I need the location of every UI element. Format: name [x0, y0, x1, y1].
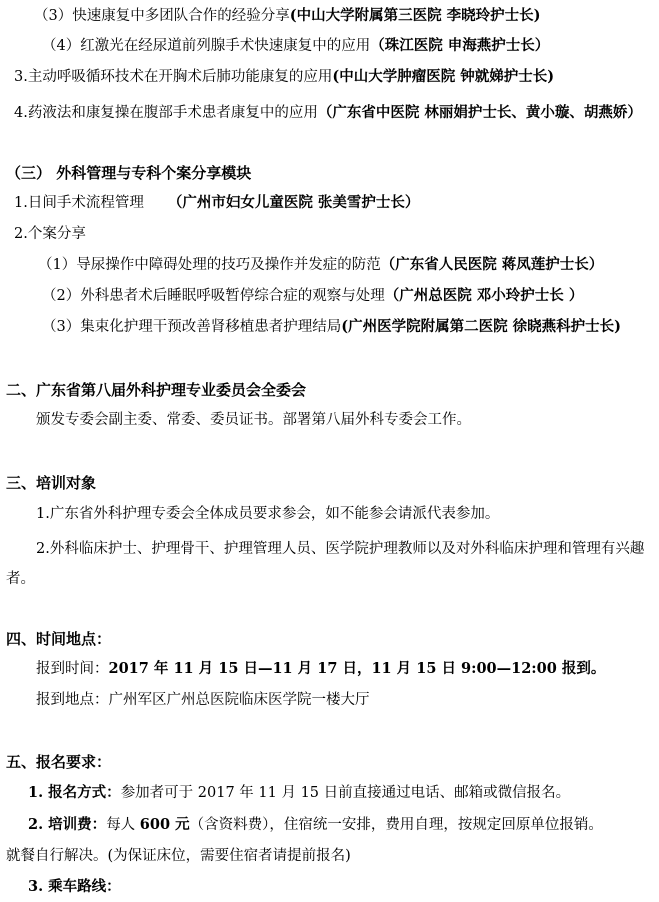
- section-heading: （三） 外科管理与专科个案分享模块: [6, 164, 252, 182]
- list-item: （2）外科患者术后睡眠呼吸暂停综合症的观察与处理（广州总医院 邓小玲护士长 ）: [42, 287, 584, 304]
- report-time: 报到时间：2017 年 11 月 15 日—11 月 17 日，11 月 15 日 9:00—12:00 报到。: [36, 660, 606, 677]
- list-item: 1.日间手术流程管理 （广州市妇女儿童医院 张美雪护士长）: [14, 194, 420, 211]
- list-item: 2.个案分享: [14, 226, 86, 242]
- list-item: （3）集束化护理干预改善肾移植患者护理结局(广州医学院附属第二医院 徐晓燕科护士长): [42, 318, 622, 335]
- paragraph: 1.广东省外科护理专委会全体成员要求参会，如不能参会请派代表参加。: [36, 506, 500, 522]
- section-heading: 五、报名要求：: [6, 753, 112, 771]
- section-heading: 三、培训对象: [6, 474, 97, 492]
- section-heading: 二、广东省第八届外科护理专业委员会全委会: [6, 381, 307, 399]
- list-item: （1）导尿操作中障碍处理的技巧及操作并发症的防范（广东省人民医院 蒋凤莲护士长）: [38, 256, 604, 273]
- bus-route-label: 3. 乘车路线：: [28, 878, 121, 895]
- list-item: 4.药液法和康复操在腹部手术患者康复中的应用（广东省中医院 林丽娟护士长、黄小璇、胡燕娇）: [14, 104, 642, 121]
- list-item: （4）红激光在经尿道前列腺手术快速康复中的应用（珠江医院 申海燕护士长）: [42, 37, 550, 54]
- paragraph: 颁发专委会副主委、常委、委员证书。部署第八届外科专委会工作。: [36, 412, 471, 428]
- list-item: 3.主动呼吸循环技术在开胸术后肺功能康复的应用(中山大学肿瘤医院 钟就娣护士长): [14, 68, 555, 85]
- training-fee: 2. 培训费：每人 600 元（含资料费），住宿统一安排，费用自理，按规定回原单位报销。: [28, 816, 603, 833]
- paragraph: 就餐自行解决。(为保证床位，需要住宿者请提前报名): [6, 848, 351, 864]
- list-item: （3）快速康复中多团队合作的经验分享(中山大学附属第三医院 李晓玲护士长): [34, 7, 541, 24]
- paragraph: 2.外科临床护士、护理骨干、护理管理人员、医学院护理教师以及对外科临床护理和管理有兴趣者。: [6, 541, 645, 587]
- section-heading: 四、时间地点：: [6, 630, 112, 648]
- report-place: 报到地点：广州军区广州总医院临床医学院一楼大厅: [36, 692, 370, 708]
- registration-method: 1. 报名方式：参加者可于 2017 年 11 月 15 日前直接通过电话、邮箱或微信报名。: [28, 784, 571, 801]
